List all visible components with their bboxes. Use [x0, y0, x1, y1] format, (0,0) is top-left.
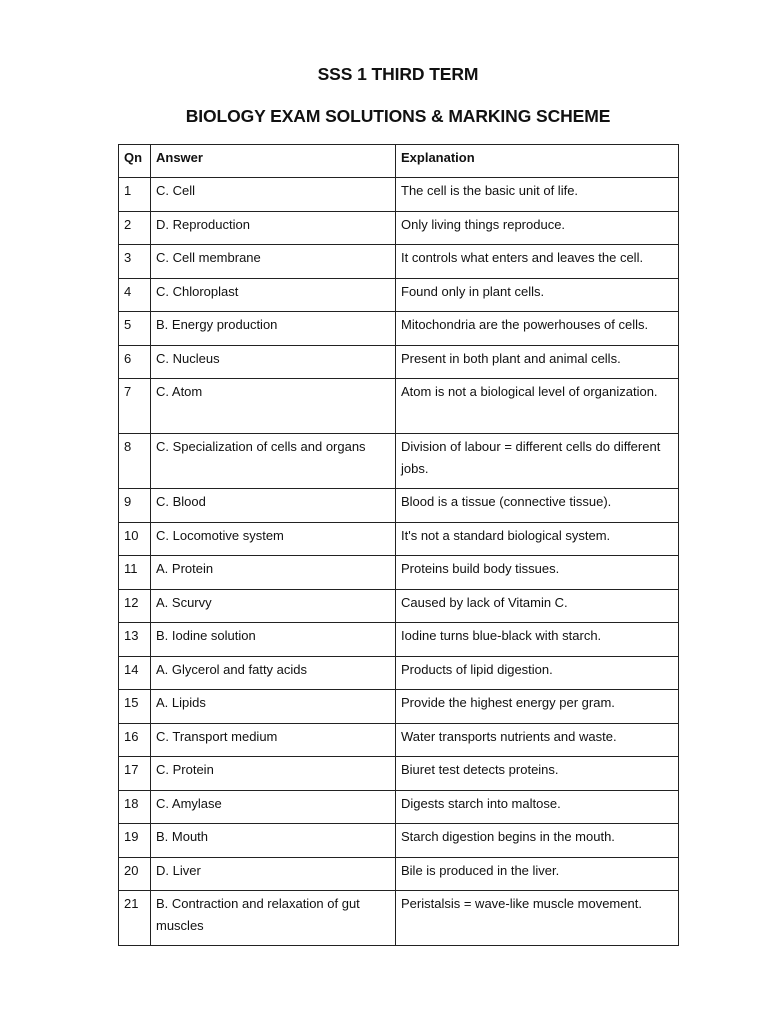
cell-answer: C. Specialization of cells and organs — [151, 434, 396, 489]
cell-answer: A. Lipids — [151, 690, 396, 724]
cell-answer: C. Blood — [151, 489, 396, 523]
cell-qn: 13 — [119, 623, 151, 657]
table-row — [119, 489, 679, 523]
cell-explanation: Only living things reproduce. — [396, 211, 679, 245]
table-body — [119, 178, 679, 946]
table-row — [119, 891, 679, 946]
cell-explanation: It's not a standard biological system. — [396, 522, 679, 556]
table-row — [119, 656, 679, 690]
cell-qn: 9 — [119, 489, 151, 523]
table-row — [119, 824, 679, 858]
cell-answer: B. Energy production — [151, 312, 396, 346]
table-row — [119, 178, 679, 212]
cell-explanation: Found only in plant cells. — [396, 278, 679, 312]
cell-qn: 18 — [119, 790, 151, 824]
cell-explanation: Digests starch into maltose. — [396, 790, 679, 824]
cell-qn: 8 — [119, 434, 151, 489]
cell-answer: C. Locomotive system — [151, 522, 396, 556]
cell-explanation: Products of lipid digestion. — [396, 656, 679, 690]
cell-answer: A. Protein — [151, 556, 396, 590]
cell-qn: 19 — [119, 824, 151, 858]
table-row — [119, 278, 679, 312]
cell-qn: 11 — [119, 556, 151, 590]
table-header-row — [119, 145, 679, 178]
cell-explanation: Present in both plant and animal cells. — [396, 345, 679, 379]
cell-qn: 1 — [119, 178, 151, 212]
cell-qn: 16 — [119, 723, 151, 757]
cell-answer: C. Protein — [151, 757, 396, 791]
table-row — [119, 211, 679, 245]
table-row — [119, 345, 679, 379]
cell-explanation: Peristalsis = wave-like muscle movement. — [396, 891, 679, 946]
page-title: SSS 1 THIRD TERM — [317, 64, 479, 84]
cell-qn: 21 — [119, 891, 151, 946]
table-row — [119, 690, 679, 724]
cell-answer: C. Cell membrane — [151, 245, 396, 279]
cell-explanation: Starch digestion begins in the mouth. — [396, 824, 679, 858]
cell-explanation: Mitochondria are the powerhouses of cells. — [396, 312, 679, 346]
table-row — [119, 522, 679, 556]
cell-explanation: Atom is not a biological level of organization. — [396, 379, 679, 434]
column-header-explanation: Explanation — [396, 145, 679, 178]
cell-answer: A. Scurvy — [151, 589, 396, 623]
table-row — [119, 723, 679, 757]
cell-explanation: Biuret test detects proteins. — [396, 757, 679, 791]
cell-answer: A. Glycerol and fatty acids — [151, 656, 396, 690]
cell-answer: C. Nucleus — [151, 345, 396, 379]
column-header-answer: Answer — [151, 145, 396, 178]
table-row — [119, 623, 679, 657]
table-row — [119, 379, 679, 434]
cell-answer: C. Chloroplast — [151, 278, 396, 312]
cell-qn: 5 — [119, 312, 151, 346]
cell-explanation: Bile is produced in the liver. — [396, 857, 679, 891]
table-row — [119, 857, 679, 891]
cell-qn: 12 — [119, 589, 151, 623]
cell-qn: 17 — [119, 757, 151, 791]
cell-explanation: Water transports nutrients and waste. — [396, 723, 679, 757]
cell-qn: 4 — [119, 278, 151, 312]
cell-answer: B. Mouth — [151, 824, 396, 858]
cell-qn: 7 — [119, 379, 151, 434]
cell-explanation: It controls what enters and leaves the cell. — [396, 245, 679, 279]
column-header-qn: Qn — [119, 145, 151, 178]
table-row — [119, 556, 679, 590]
cell-qn: 10 — [119, 522, 151, 556]
table-row — [119, 589, 679, 623]
table-row — [119, 757, 679, 791]
cell-qn: 15 — [119, 690, 151, 724]
table-row — [119, 245, 679, 279]
page-subtitle: BIOLOGY EXAM SOLUTIONS & MARKING SCHEME — [185, 106, 611, 126]
cell-explanation: Provide the highest energy per gram. — [396, 690, 679, 724]
cell-qn: 6 — [119, 345, 151, 379]
marking-scheme-table — [118, 144, 679, 946]
cell-explanation: Division of labour = different cells do different jobs. — [396, 434, 679, 489]
cell-qn: 14 — [119, 656, 151, 690]
cell-answer: C. Amylase — [151, 790, 396, 824]
cell-explanation: The cell is the basic unit of life. — [396, 178, 679, 212]
cell-explanation: Blood is a tissue (connective tissue). — [396, 489, 679, 523]
cell-answer: B. Iodine solution — [151, 623, 396, 657]
cell-answer: B. Contraction and relaxation of gut muscles — [151, 891, 396, 946]
cell-qn: 3 — [119, 245, 151, 279]
cell-explanation: Iodine turns blue-black with starch. — [396, 623, 679, 657]
cell-answer: C. Cell — [151, 178, 396, 212]
table-row — [119, 434, 679, 489]
cell-answer: C. Transport medium — [151, 723, 396, 757]
cell-explanation: Caused by lack of Vitamin C. — [396, 589, 679, 623]
cell-qn: 20 — [119, 857, 151, 891]
cell-answer: C. Atom — [151, 379, 396, 434]
cell-answer: D. Reproduction — [151, 211, 396, 245]
table-row — [119, 312, 679, 346]
cell-answer: D. Liver — [151, 857, 396, 891]
cell-qn: 2 — [119, 211, 151, 245]
table-row — [119, 790, 679, 824]
cell-explanation: Proteins build body tissues. — [396, 556, 679, 590]
